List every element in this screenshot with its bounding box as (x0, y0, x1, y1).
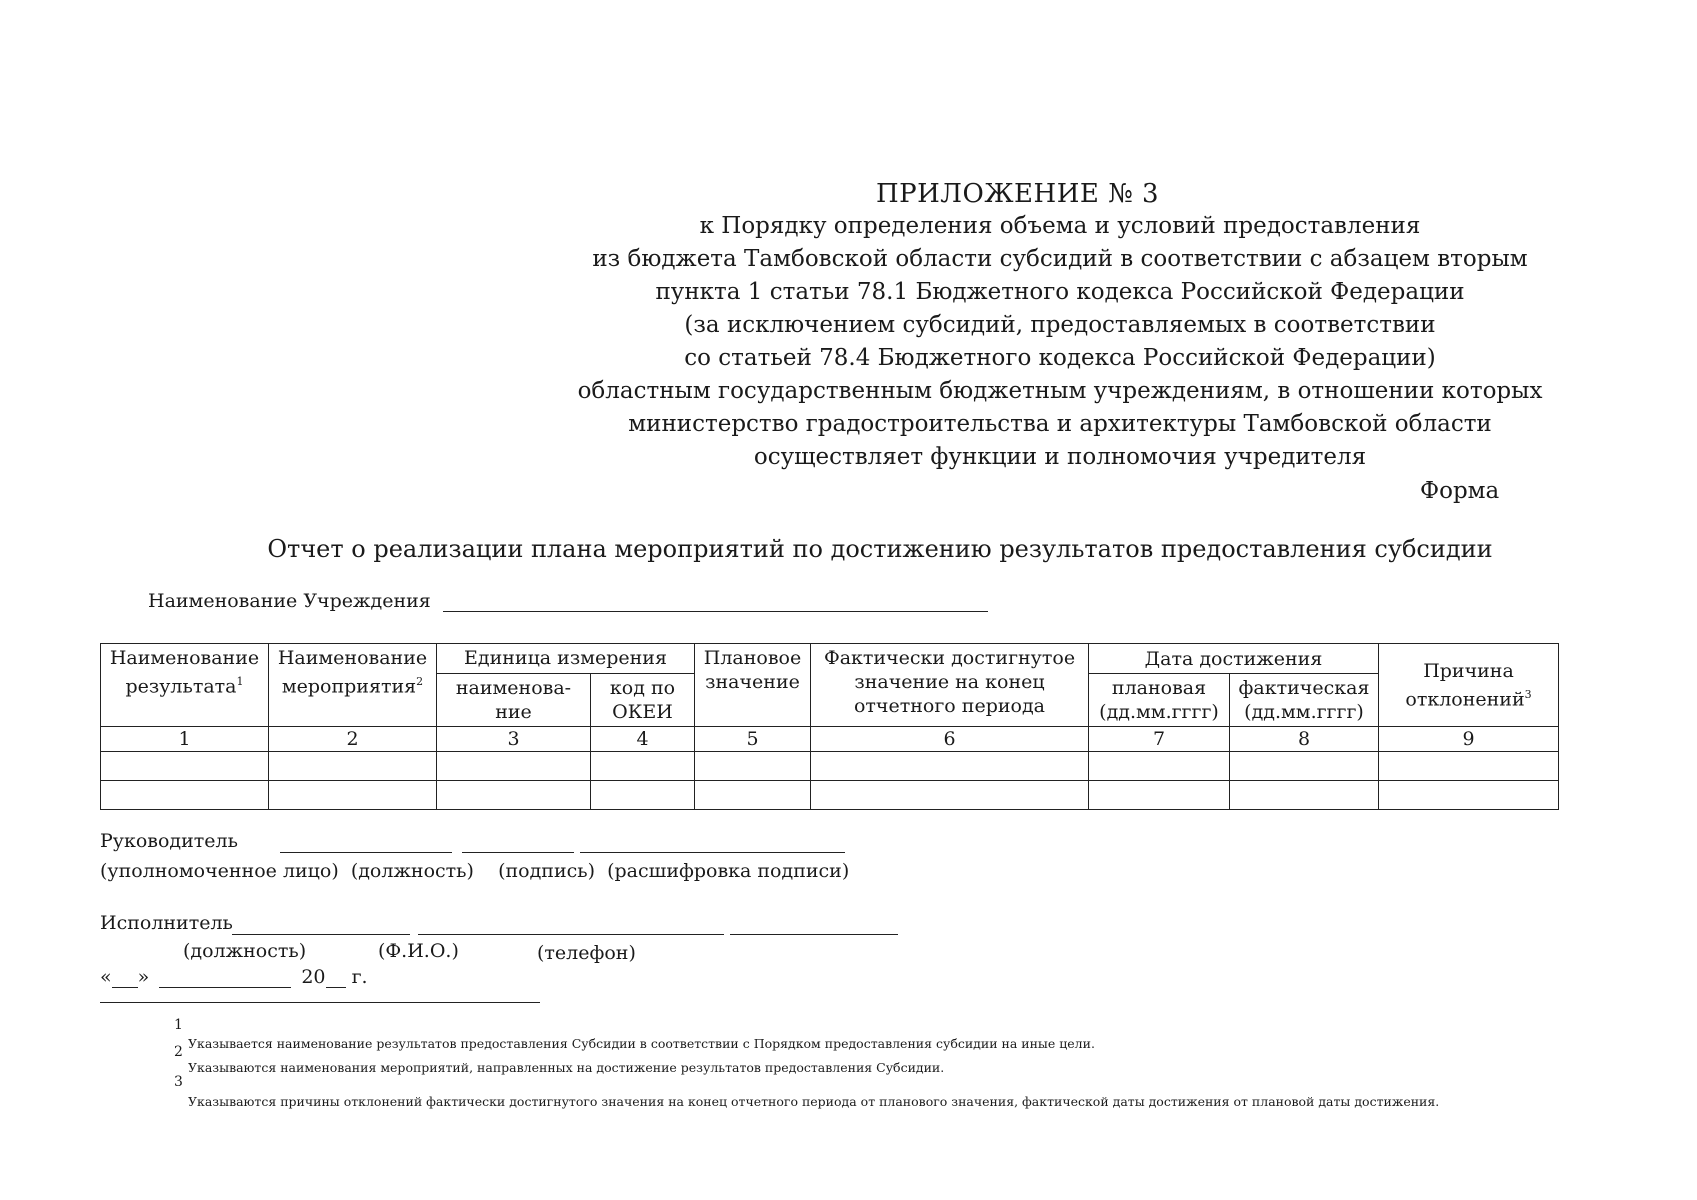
column-number: 8 (1230, 727, 1379, 752)
table-cell[interactable] (1230, 781, 1379, 810)
header-date-group: Дата достижения (1089, 644, 1379, 674)
organization-row (148, 590, 988, 612)
date-day-field[interactable] (112, 969, 138, 988)
organization-label: Наименование Учреждения (148, 590, 431, 612)
column-number: 1 (101, 727, 269, 752)
header-actual-value: Фактически достигнутое значение на конец отчетного периода (811, 644, 1089, 727)
executor-label: Исполнитель (100, 912, 233, 934)
table-row (101, 752, 1559, 781)
table-cell[interactable] (591, 752, 695, 781)
header-line: областным государственным бюджетным учреждениям, в отношении которых (577, 378, 1543, 404)
column-number: 5 (695, 727, 811, 752)
date-year-field[interactable] (326, 969, 346, 988)
header-line: (за исключением субсидий, предоставляемых в соответствии (684, 312, 1436, 338)
table-cell[interactable] (1089, 752, 1230, 781)
footnote-text: Указывается наименование результатов предоставления Субсидии в соответствии с Порядком предоставления субсидии на иные цели. (188, 1036, 1095, 1051)
table-cell[interactable] (269, 781, 437, 810)
head-name-line[interactable] (580, 852, 845, 853)
header-date-planned: плановая (дд.мм.гггг) (1089, 674, 1230, 727)
executor-caption-position: (должность) (183, 940, 307, 962)
table-cell[interactable] (695, 781, 811, 810)
table-row (101, 781, 1559, 810)
header-line: министерство градостроительства и архитектуры Тамбовской области (628, 411, 1492, 437)
organization-field[interactable] (443, 591, 988, 612)
report-table (100, 643, 1559, 810)
date-year-suffix: г. (351, 966, 368, 988)
table-cell[interactable] (437, 781, 591, 810)
table-cell[interactable] (1379, 781, 1559, 810)
date-year-prefix: 20 (301, 966, 326, 988)
header-planned-value: Плановое значение (695, 644, 811, 727)
header-line: осуществляет функции и полномочия учредителя (753, 444, 1367, 470)
header-result-name: Наименование результата$^1$ (101, 644, 269, 727)
executor-name-line[interactable] (418, 934, 724, 935)
column-number: 4 (591, 727, 695, 752)
column-number: 6 (811, 727, 1089, 752)
footnote-number: 3 (174, 1074, 183, 1090)
executor-caption-phone: (телефон) (537, 942, 636, 964)
footnote-divider (100, 1002, 540, 1003)
table-cell[interactable] (269, 752, 437, 781)
table-cell[interactable] (437, 752, 591, 781)
header-date-actual: фактическая (дд.мм.гггг) (1230, 674, 1379, 727)
header-line: из бюджета Тамбовской области субсидий в соответствии с абзацем вторым (592, 246, 1528, 272)
header-activity-name: Наименование мероприятия$^2$ (269, 644, 437, 727)
date-quote-close: » (137, 966, 150, 988)
column-number-row (101, 727, 1559, 752)
executor-caption-name: (Ф.И.О.) (378, 940, 459, 962)
footnote-number: 2 (174, 1044, 183, 1060)
date-row (100, 966, 368, 988)
header-reason: Причина отклонений$^3$ (1379, 644, 1559, 727)
head-position-line[interactable] (280, 852, 452, 853)
header-line: пункта 1 статьи 78.1 Бюджетного кодекса Российской Федерации (655, 279, 1465, 305)
table-cell[interactable] (101, 781, 269, 810)
column-number: 3 (437, 727, 591, 752)
table-cell[interactable] (1089, 781, 1230, 810)
footnote-text: Указываются наименования мероприятий, направленных на достижение результатов предоставления Субсидии. (188, 1060, 945, 1075)
executor-position-line[interactable] (232, 934, 410, 935)
appendix-header (560, 178, 1560, 474)
header-unit-group: Единица измерения (437, 644, 695, 674)
column-number: 9 (1379, 727, 1559, 752)
table-cell[interactable] (1230, 752, 1379, 781)
header-line: со статьей 78.4 Бюджетного кодекса Российской Федерации) (684, 345, 1436, 371)
header-unit-code: код по ОКЕИ (591, 674, 695, 727)
header-line: к Порядку определения объема и условий предоставления (699, 213, 1421, 239)
footnote-text: Указываются причины отклонений фактически достигнутого значения на конец отчетного периода от планового значения, фактической даты достижения от плановой даты достижения. (188, 1094, 1440, 1109)
appendix-title: ПРИЛОЖЕНИЕ № 3 (875, 179, 1160, 209)
table-cell[interactable] (591, 781, 695, 810)
head-captions: (уполномоченное лицо) (должность) (подпись) (расшифровка подписи) (100, 860, 850, 882)
date-quote-open: « (100, 966, 112, 988)
table-cell[interactable] (1379, 752, 1559, 781)
executor-phone-line[interactable] (730, 934, 898, 935)
date-month-field[interactable] (159, 969, 291, 988)
report-title: Отчет о реализации плана мероприятий по достижению результатов предоставления субсидии (267, 535, 1493, 563)
footnote-number: 1 (174, 1017, 183, 1033)
header-unit-name: наименова-ние (437, 674, 591, 727)
column-number: 2 (269, 727, 437, 752)
table-cell[interactable] (101, 752, 269, 781)
column-number: 7 (1089, 727, 1230, 752)
form-label: Форма (1420, 478, 1500, 504)
head-signature-line[interactable] (462, 852, 574, 853)
table-cell[interactable] (695, 752, 811, 781)
table-cell[interactable] (811, 752, 1089, 781)
table-cell[interactable] (811, 781, 1089, 810)
head-label: Руководитель (100, 830, 238, 852)
